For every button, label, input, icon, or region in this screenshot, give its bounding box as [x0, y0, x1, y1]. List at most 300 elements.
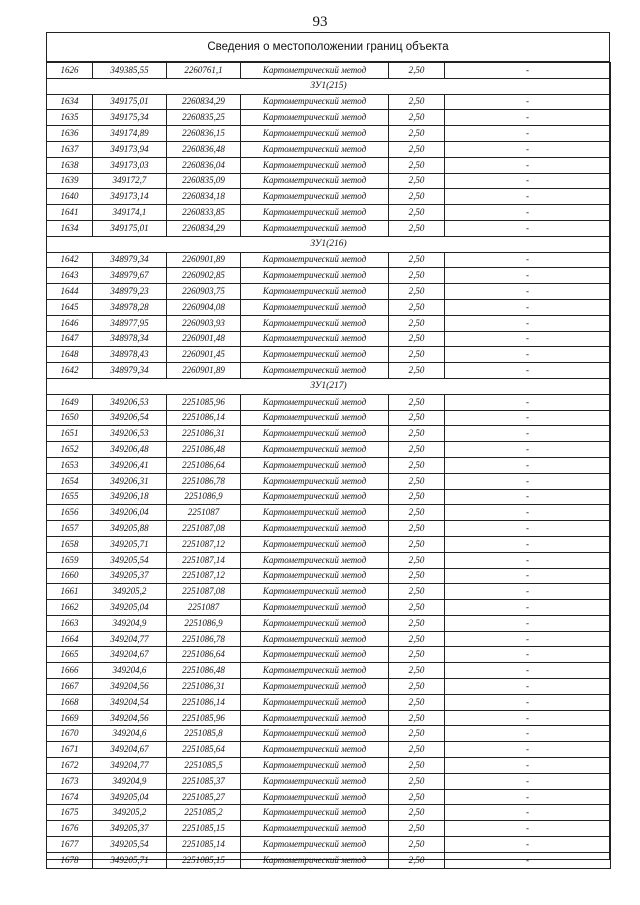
point-number-cell: 1648: [47, 347, 93, 363]
accuracy-cell: 2,50: [389, 315, 445, 331]
description-cell: -: [445, 710, 611, 726]
point-number-cell: 1646: [47, 315, 93, 331]
table-row: [47, 789, 611, 805]
accuracy-cell: 2,50: [389, 394, 445, 410]
accuracy-cell: 2,50: [389, 442, 445, 458]
description-cell: -: [445, 141, 611, 157]
description-cell: -: [445, 473, 611, 489]
x-coordinate-cell: 348978,34: [93, 331, 167, 347]
x-coordinate-cell: 349204,56: [93, 710, 167, 726]
method-cell: Картометрический метод: [241, 536, 389, 552]
accuracy-cell: 2,50: [389, 710, 445, 726]
table-row: [47, 552, 611, 568]
description-cell: -: [445, 299, 611, 315]
method-cell: Картометрический метод: [241, 205, 389, 221]
table-row: [47, 126, 611, 142]
description-cell: -: [445, 552, 611, 568]
table-row: [47, 299, 611, 315]
table-title: Сведения о местоположении границ объекта: [46, 32, 610, 62]
table-row: [47, 347, 611, 363]
point-number-cell: 1636: [47, 126, 93, 142]
y-coordinate-cell: 2251085,96: [167, 710, 241, 726]
x-coordinate-cell: 349204,77: [93, 758, 167, 774]
table-row: [47, 284, 611, 300]
table-row: [47, 189, 611, 205]
section-label: ЗУ1(216): [47, 236, 611, 252]
description-cell: -: [445, 157, 611, 173]
accuracy-cell: 2,50: [389, 647, 445, 663]
method-cell: Картометрический метод: [241, 568, 389, 584]
method-cell: Картометрический метод: [241, 789, 389, 805]
table-row: [47, 726, 611, 742]
x-coordinate-cell: 349206,31: [93, 473, 167, 489]
y-coordinate-cell: 2251086,78: [167, 473, 241, 489]
point-number-cell: 1657: [47, 521, 93, 537]
y-coordinate-cell: 2251085,15: [167, 821, 241, 837]
x-coordinate-cell: 349205,54: [93, 552, 167, 568]
y-coordinate-cell: 2251085,96: [167, 394, 241, 410]
accuracy-cell: 2,50: [389, 837, 445, 853]
description-cell: -: [445, 694, 611, 710]
y-coordinate-cell: 2260904,08: [167, 299, 241, 315]
y-coordinate-cell: 2251087: [167, 600, 241, 616]
table-row: [47, 110, 611, 126]
y-coordinate-cell: 2251085,2: [167, 805, 241, 821]
x-coordinate-cell: 348979,67: [93, 268, 167, 284]
y-coordinate-cell: 2251086,78: [167, 631, 241, 647]
method-cell: Картометрический метод: [241, 284, 389, 300]
table-row: [47, 457, 611, 473]
accuracy-cell: 2,50: [389, 410, 445, 426]
y-coordinate-cell: 2260901,45: [167, 347, 241, 363]
accuracy-cell: 2,50: [389, 426, 445, 442]
x-coordinate-cell: 348979,34: [93, 252, 167, 268]
accuracy-cell: 2,50: [389, 110, 445, 126]
point-number-cell: 1651: [47, 426, 93, 442]
method-cell: Картометрический метод: [241, 363, 389, 379]
y-coordinate-cell: 2260835,25: [167, 110, 241, 126]
point-number-cell: 1663: [47, 615, 93, 631]
description-cell: -: [445, 726, 611, 742]
x-coordinate-cell: 349204,9: [93, 773, 167, 789]
x-coordinate-cell: 349204,67: [93, 647, 167, 663]
y-coordinate-cell: 2251086,48: [167, 663, 241, 679]
description-cell: -: [445, 94, 611, 110]
table-row: [47, 505, 611, 521]
description-cell: -: [445, 758, 611, 774]
point-number-cell: 1634: [47, 220, 93, 236]
x-coordinate-cell: 349206,41: [93, 457, 167, 473]
description-cell: -: [445, 347, 611, 363]
description-cell: -: [445, 615, 611, 631]
description-cell: -: [445, 852, 611, 868]
method-cell: Картометрический метод: [241, 94, 389, 110]
description-cell: -: [445, 220, 611, 236]
table-row: [47, 141, 611, 157]
description-cell: -: [445, 805, 611, 821]
x-coordinate-cell: 349205,2: [93, 584, 167, 600]
x-coordinate-cell: 349205,2: [93, 805, 167, 821]
y-coordinate-cell: 2251087,08: [167, 521, 241, 537]
description-cell: -: [445, 631, 611, 647]
description-cell: -: [445, 679, 611, 695]
method-cell: Картометрический метод: [241, 615, 389, 631]
table-row: [47, 631, 611, 647]
table-row: [47, 773, 611, 789]
table-row: [47, 742, 611, 758]
description-cell: -: [445, 568, 611, 584]
method-cell: Картометрический метод: [241, 726, 389, 742]
description-cell: -: [445, 126, 611, 142]
table-row: [47, 63, 611, 79]
accuracy-cell: 2,50: [389, 536, 445, 552]
description-cell: -: [445, 442, 611, 458]
x-coordinate-cell: 348978,28: [93, 299, 167, 315]
table-row: [47, 647, 611, 663]
table-row: [47, 252, 611, 268]
accuracy-cell: 2,50: [389, 299, 445, 315]
description-cell: -: [445, 489, 611, 505]
y-coordinate-cell: 2251086,31: [167, 426, 241, 442]
method-cell: Картометрический метод: [241, 410, 389, 426]
method-cell: Картометрический метод: [241, 442, 389, 458]
point-number-cell: 1655: [47, 489, 93, 505]
accuracy-cell: 2,50: [389, 742, 445, 758]
method-cell: Картометрический метод: [241, 758, 389, 774]
y-coordinate-cell: 2251087: [167, 505, 241, 521]
description-cell: -: [445, 426, 611, 442]
method-cell: Картометрический метод: [241, 110, 389, 126]
x-coordinate-cell: 349206,48: [93, 442, 167, 458]
point-number-cell: 1674: [47, 789, 93, 805]
section-row: [47, 236, 611, 252]
description-cell: -: [445, 505, 611, 521]
point-number-cell: 1670: [47, 726, 93, 742]
point-number-cell: 1658: [47, 536, 93, 552]
point-number-cell: 1662: [47, 600, 93, 616]
x-coordinate-cell: 348977,95: [93, 315, 167, 331]
accuracy-cell: 2,50: [389, 173, 445, 189]
description-cell: -: [445, 521, 611, 537]
y-coordinate-cell: 2260836,48: [167, 141, 241, 157]
accuracy-cell: 2,50: [389, 331, 445, 347]
point-number-cell: 1667: [47, 679, 93, 695]
method-cell: Картометрический метод: [241, 173, 389, 189]
x-coordinate-cell: 349204,54: [93, 694, 167, 710]
y-coordinate-cell: 2260903,93: [167, 315, 241, 331]
accuracy-cell: 2,50: [389, 552, 445, 568]
point-number-cell: 1649: [47, 394, 93, 410]
table-row: [47, 615, 611, 631]
table-row: [47, 410, 611, 426]
method-cell: Картометрический метод: [241, 742, 389, 758]
accuracy-cell: 2,50: [389, 631, 445, 647]
y-coordinate-cell: 2260834,18: [167, 189, 241, 205]
y-coordinate-cell: 2260761,1: [167, 63, 241, 79]
accuracy-cell: 2,50: [389, 489, 445, 505]
method-cell: Картометрический метод: [241, 157, 389, 173]
method-cell: Картометрический метод: [241, 457, 389, 473]
point-number-cell: 1661: [47, 584, 93, 600]
description-cell: -: [445, 600, 611, 616]
table-row: [47, 489, 611, 505]
table-row: [47, 663, 611, 679]
point-number-cell: 1669: [47, 710, 93, 726]
table-row: [47, 205, 611, 221]
point-number-cell: 1645: [47, 299, 93, 315]
y-coordinate-cell: 2251086,31: [167, 679, 241, 695]
description-cell: -: [445, 252, 611, 268]
accuracy-cell: 2,50: [389, 663, 445, 679]
method-cell: Картометрический метод: [241, 63, 389, 79]
y-coordinate-cell: 2260836,04: [167, 157, 241, 173]
y-coordinate-cell: 2251085,15: [167, 852, 241, 868]
table-row: [47, 568, 611, 584]
method-cell: Картометрический метод: [241, 647, 389, 663]
x-coordinate-cell: 349175,34: [93, 110, 167, 126]
description-cell: -: [445, 821, 611, 837]
y-coordinate-cell: 2260901,89: [167, 363, 241, 379]
y-coordinate-cell: 2251087,08: [167, 584, 241, 600]
table-row: [47, 821, 611, 837]
table-row: [47, 837, 611, 853]
method-cell: Картометрический метод: [241, 315, 389, 331]
page-number: 93: [312, 14, 328, 30]
method-cell: Картометрический метод: [241, 773, 389, 789]
x-coordinate-cell: 349204,6: [93, 726, 167, 742]
x-coordinate-cell: 349205,88: [93, 521, 167, 537]
accuracy-cell: 2,50: [389, 821, 445, 837]
section-label: ЗУ1(215): [47, 78, 611, 94]
point-number-cell: 1644: [47, 284, 93, 300]
y-coordinate-cell: 2260835,09: [167, 173, 241, 189]
x-coordinate-cell: 349204,9: [93, 615, 167, 631]
accuracy-cell: 2,50: [389, 457, 445, 473]
point-number-cell: 1656: [47, 505, 93, 521]
point-number-cell: 1640: [47, 189, 93, 205]
y-coordinate-cell: 2251085,27: [167, 789, 241, 805]
accuracy-cell: 2,50: [389, 600, 445, 616]
accuracy-cell: 2,50: [389, 252, 445, 268]
table-row: [47, 710, 611, 726]
method-cell: Картометрический метод: [241, 141, 389, 157]
accuracy-cell: 2,50: [389, 94, 445, 110]
y-coordinate-cell: 2251086,48: [167, 442, 241, 458]
accuracy-cell: 2,50: [389, 347, 445, 363]
point-number-cell: 1668: [47, 694, 93, 710]
method-cell: Картометрический метод: [241, 852, 389, 868]
description-cell: -: [445, 331, 611, 347]
accuracy-cell: 2,50: [389, 63, 445, 79]
method-cell: Картометрический метод: [241, 268, 389, 284]
point-number-cell: 1641: [47, 205, 93, 221]
y-coordinate-cell: 2260903,75: [167, 284, 241, 300]
point-number-cell: 1650: [47, 410, 93, 426]
table-row: [47, 315, 611, 331]
x-coordinate-cell: 348978,43: [93, 347, 167, 363]
point-number-cell: 1666: [47, 663, 93, 679]
accuracy-cell: 2,50: [389, 141, 445, 157]
description-cell: -: [445, 315, 611, 331]
x-coordinate-cell: 349204,56: [93, 679, 167, 695]
point-number-cell: 1639: [47, 173, 93, 189]
point-number-cell: 1672: [47, 758, 93, 774]
y-coordinate-cell: 2251087,14: [167, 552, 241, 568]
description-cell: -: [445, 394, 611, 410]
x-coordinate-cell: 349205,04: [93, 789, 167, 805]
accuracy-cell: 2,50: [389, 726, 445, 742]
accuracy-cell: 2,50: [389, 615, 445, 631]
x-coordinate-cell: 349174,1: [93, 205, 167, 221]
accuracy-cell: 2,50: [389, 189, 445, 205]
section-row: [47, 78, 611, 94]
point-number-cell: 1643: [47, 268, 93, 284]
x-coordinate-cell: 349174,89: [93, 126, 167, 142]
table-row: [47, 363, 611, 379]
y-coordinate-cell: 2251087,12: [167, 536, 241, 552]
x-coordinate-cell: 349204,77: [93, 631, 167, 647]
y-coordinate-cell: 2251086,9: [167, 489, 241, 505]
x-coordinate-cell: 349206,04: [93, 505, 167, 521]
coordinates-table: [46, 62, 611, 869]
x-coordinate-cell: 349206,53: [93, 426, 167, 442]
table-row: [47, 805, 611, 821]
description-cell: -: [445, 284, 611, 300]
accuracy-cell: 2,50: [389, 473, 445, 489]
accuracy-cell: 2,50: [389, 773, 445, 789]
table-row: [47, 600, 611, 616]
x-coordinate-cell: 349173,94: [93, 141, 167, 157]
section-label: ЗУ1(217): [47, 378, 611, 394]
table-row: [47, 852, 611, 868]
table-row: [47, 268, 611, 284]
y-coordinate-cell: 2260834,29: [167, 220, 241, 236]
accuracy-cell: 2,50: [389, 694, 445, 710]
y-coordinate-cell: 2251085,5: [167, 758, 241, 774]
description-cell: -: [445, 789, 611, 805]
method-cell: Картометрический метод: [241, 347, 389, 363]
coordinates-table-body: [47, 63, 611, 869]
description-cell: -: [445, 363, 611, 379]
method-cell: Картометрический метод: [241, 631, 389, 647]
point-number-cell: 1677: [47, 837, 93, 853]
x-coordinate-cell: 349206,18: [93, 489, 167, 505]
x-coordinate-cell: 349172,7: [93, 173, 167, 189]
table-row: [47, 536, 611, 552]
y-coordinate-cell: 2251087,12: [167, 568, 241, 584]
method-cell: Картометрический метод: [241, 394, 389, 410]
x-coordinate-cell: 349204,6: [93, 663, 167, 679]
x-coordinate-cell: 348979,34: [93, 363, 167, 379]
accuracy-cell: 2,50: [389, 157, 445, 173]
point-number-cell: 1638: [47, 157, 93, 173]
point-number-cell: 1659: [47, 552, 93, 568]
method-cell: Картометрический метод: [241, 521, 389, 537]
description-cell: -: [445, 536, 611, 552]
method-cell: Картометрический метод: [241, 505, 389, 521]
table-row: [47, 94, 611, 110]
table-row: [47, 426, 611, 442]
x-coordinate-cell: 349204,67: [93, 742, 167, 758]
table-row: [47, 758, 611, 774]
accuracy-cell: 2,50: [389, 758, 445, 774]
x-coordinate-cell: 349173,03: [93, 157, 167, 173]
x-coordinate-cell: 349205,71: [93, 536, 167, 552]
section-row: [47, 378, 611, 394]
method-cell: Картометрический метод: [241, 489, 389, 505]
accuracy-cell: 2,50: [389, 679, 445, 695]
point-number-cell: 1664: [47, 631, 93, 647]
description-cell: -: [445, 410, 611, 426]
y-coordinate-cell: 2260836,15: [167, 126, 241, 142]
accuracy-cell: 2,50: [389, 584, 445, 600]
point-number-cell: 1647: [47, 331, 93, 347]
x-coordinate-cell: 349205,37: [93, 821, 167, 837]
x-coordinate-cell: 349206,53: [93, 394, 167, 410]
table-row: [47, 173, 611, 189]
description-cell: -: [445, 773, 611, 789]
x-coordinate-cell: 349175,01: [93, 94, 167, 110]
description-cell: -: [445, 63, 611, 79]
description-cell: -: [445, 457, 611, 473]
accuracy-cell: 2,50: [389, 805, 445, 821]
accuracy-cell: 2,50: [389, 126, 445, 142]
point-number-cell: 1652: [47, 442, 93, 458]
accuracy-cell: 2,50: [389, 268, 445, 284]
y-coordinate-cell: 2251085,8: [167, 726, 241, 742]
point-number-cell: 1626: [47, 63, 93, 79]
method-cell: Картометрический метод: [241, 126, 389, 142]
method-cell: Картометрический метод: [241, 710, 389, 726]
x-coordinate-cell: 349173,14: [93, 189, 167, 205]
point-number-cell: 1676: [47, 821, 93, 837]
point-number-cell: 1637: [47, 141, 93, 157]
table-row: [47, 157, 611, 173]
y-coordinate-cell: 2251085,37: [167, 773, 241, 789]
x-coordinate-cell: 349205,54: [93, 837, 167, 853]
table-row: [47, 442, 611, 458]
point-number-cell: 1678: [47, 852, 93, 868]
x-coordinate-cell: 348979,23: [93, 284, 167, 300]
description-cell: -: [445, 173, 611, 189]
accuracy-cell: 2,50: [389, 363, 445, 379]
method-cell: Картометрический метод: [241, 299, 389, 315]
method-cell: Картометрический метод: [241, 331, 389, 347]
method-cell: Картометрический метод: [241, 584, 389, 600]
method-cell: Картометрический метод: [241, 600, 389, 616]
method-cell: Картометрический метод: [241, 473, 389, 489]
point-number-cell: 1642: [47, 363, 93, 379]
y-coordinate-cell: 2251085,14: [167, 837, 241, 853]
method-cell: Картометрический метод: [241, 220, 389, 236]
accuracy-cell: 2,50: [389, 205, 445, 221]
table-row: [47, 584, 611, 600]
method-cell: Картометрический метод: [241, 552, 389, 568]
accuracy-cell: 2,50: [389, 505, 445, 521]
description-cell: -: [445, 189, 611, 205]
point-number-cell: 1654: [47, 473, 93, 489]
accuracy-cell: 2,50: [389, 568, 445, 584]
y-coordinate-cell: 2251085,64: [167, 742, 241, 758]
point-number-cell: 1634: [47, 94, 93, 110]
point-number-cell: 1653: [47, 457, 93, 473]
accuracy-cell: 2,50: [389, 789, 445, 805]
point-number-cell: 1660: [47, 568, 93, 584]
method-cell: Картометрический метод: [241, 694, 389, 710]
description-cell: -: [445, 584, 611, 600]
x-coordinate-cell: 349385,55: [93, 63, 167, 79]
x-coordinate-cell: 349205,71: [93, 852, 167, 868]
